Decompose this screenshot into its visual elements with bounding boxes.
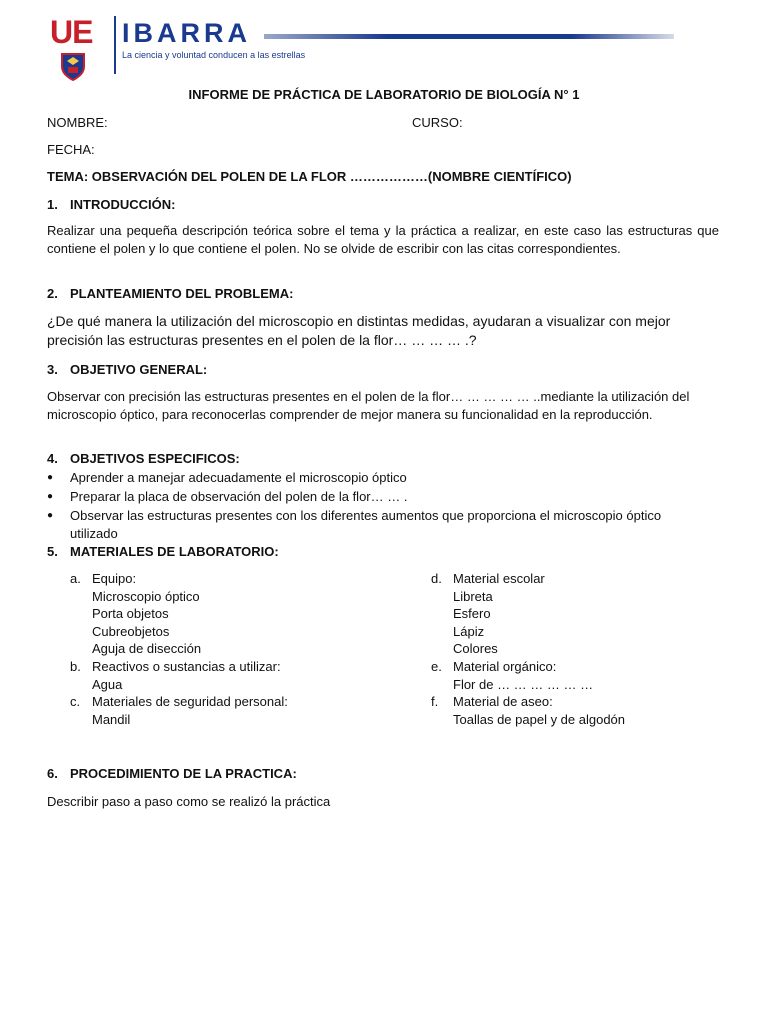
material-item: Aguja de disección [92,641,202,657]
objective-item: Preparar la placa de observación del polen de la flor… … . [70,489,408,504]
section-4-heading [47,451,240,466]
material-group-label: d. Material escolar [431,571,545,586]
section-number: 6. [47,766,58,781]
bullet-icon: ● [47,510,54,521]
objective-item-continued: utilizado [70,526,118,541]
section-number: 3. [47,362,58,377]
logo-divider [114,16,116,74]
school-shield-icon [60,52,86,82]
objective-item: Aprender a manejar adecuadamente el microscopio óptico [70,470,407,485]
tema-line: TEMA: OBSERVACIÓN DEL POLEN DE LA FLOR ………………(NOMBRE CIENTÍFICO) [47,169,572,184]
material-item: Esfero [453,606,491,622]
material-item: Libreta [453,588,493,604]
header-logo [46,12,726,82]
brand-name: IBARRA [122,18,251,48]
page-title: INFORME DE PRÁCTICA DE LABORATORIO DE BIOLOGÍA N° 1 [188,87,580,102]
section-title: OBJETIVO GENERAL: [70,362,208,377]
header-rule [264,34,674,39]
section-2-body: ¿De qué manera la utilización del microscopio en distintas medidas, ayudaran a visualizar con mejor precisión las estructuras presentes en el polen de la flor… … … … .? [47,313,671,348]
section-1-body: Realizar una pequeña descripción teórica sobre el tema y la práctica a realizar, en este caso las estructuras que contiene el polen y lo que contiene el polen. No se olvide de escribir con las citas correspondientes. [47,223,719,256]
section-3-heading [47,362,207,377]
material-item: Lápiz [453,623,485,639]
bullet-icon: ● [47,472,54,483]
section-title: MATERIALES DE LABORATORIO: [70,544,279,559]
section-5-heading [47,544,279,559]
material-item: Porta objetos [92,606,169,622]
section-title: PLANTEAMIENTO DEL PROBLEMA: [70,286,294,301]
field-curso: CURSO: [412,115,463,130]
materials-left-column [70,570,288,728]
material-group-label: b. Reactivos o sustancias a utilizar: [70,658,281,674]
section-2-heading [47,286,293,301]
section-title: PROCEDIMIENTO DE LA PRACTICA: [70,766,297,781]
section-number: 2. [47,286,58,301]
field-nombre: NOMBRE: [47,115,108,130]
material-item: Flor de … … … … … … [453,676,594,692]
section-3-body: Observar con precisión las estructuras presentes en el polen de la flor… … … … … ..mediante la utilización del microscopio óptico, para reconocerlas comprender de mejor manera su funcionalidad en la reproducción. [47,389,690,422]
material-item: Cubreobjetos [92,623,170,639]
section-number: 5. [47,544,58,559]
material-group-label: e. Material orgánico: [431,658,557,674]
material-group-label: c. Materiales de seguridad personal: [70,694,288,710]
material-item: Microscopio óptico [92,588,200,604]
section-1-heading [47,197,175,212]
brand-tagline: La ciencia y voluntad conducen a las estrellas [122,50,306,60]
material-group-label: f. Material de aseo: [431,694,553,710]
section-6-body: Describir paso a paso como se realizó la práctica [47,794,331,809]
section-6-heading [47,766,297,781]
materials-right-column [431,570,625,728]
field-fecha: FECHA: [47,142,95,157]
section-title: INTRODUCCIÓN: [70,197,176,212]
material-item: Toallas de papel y de algodón [453,711,626,727]
section-number: 4. [47,451,58,466]
material-group-label: a. Equipo: [70,571,137,586]
material-item: Mandil [92,711,131,727]
bullet-icon: ● [47,491,54,502]
material-item: Colores [453,641,498,657]
section-number: 1. [47,197,58,212]
section-title: OBJETIVOS ESPECIFICOS: [70,451,240,466]
material-item: Agua [92,676,123,692]
logo-ue: UE [50,14,93,50]
objective-item: Observar las estructuras presentes con los diferentes aumentos que proporciona el microscopio óptico [70,508,662,523]
